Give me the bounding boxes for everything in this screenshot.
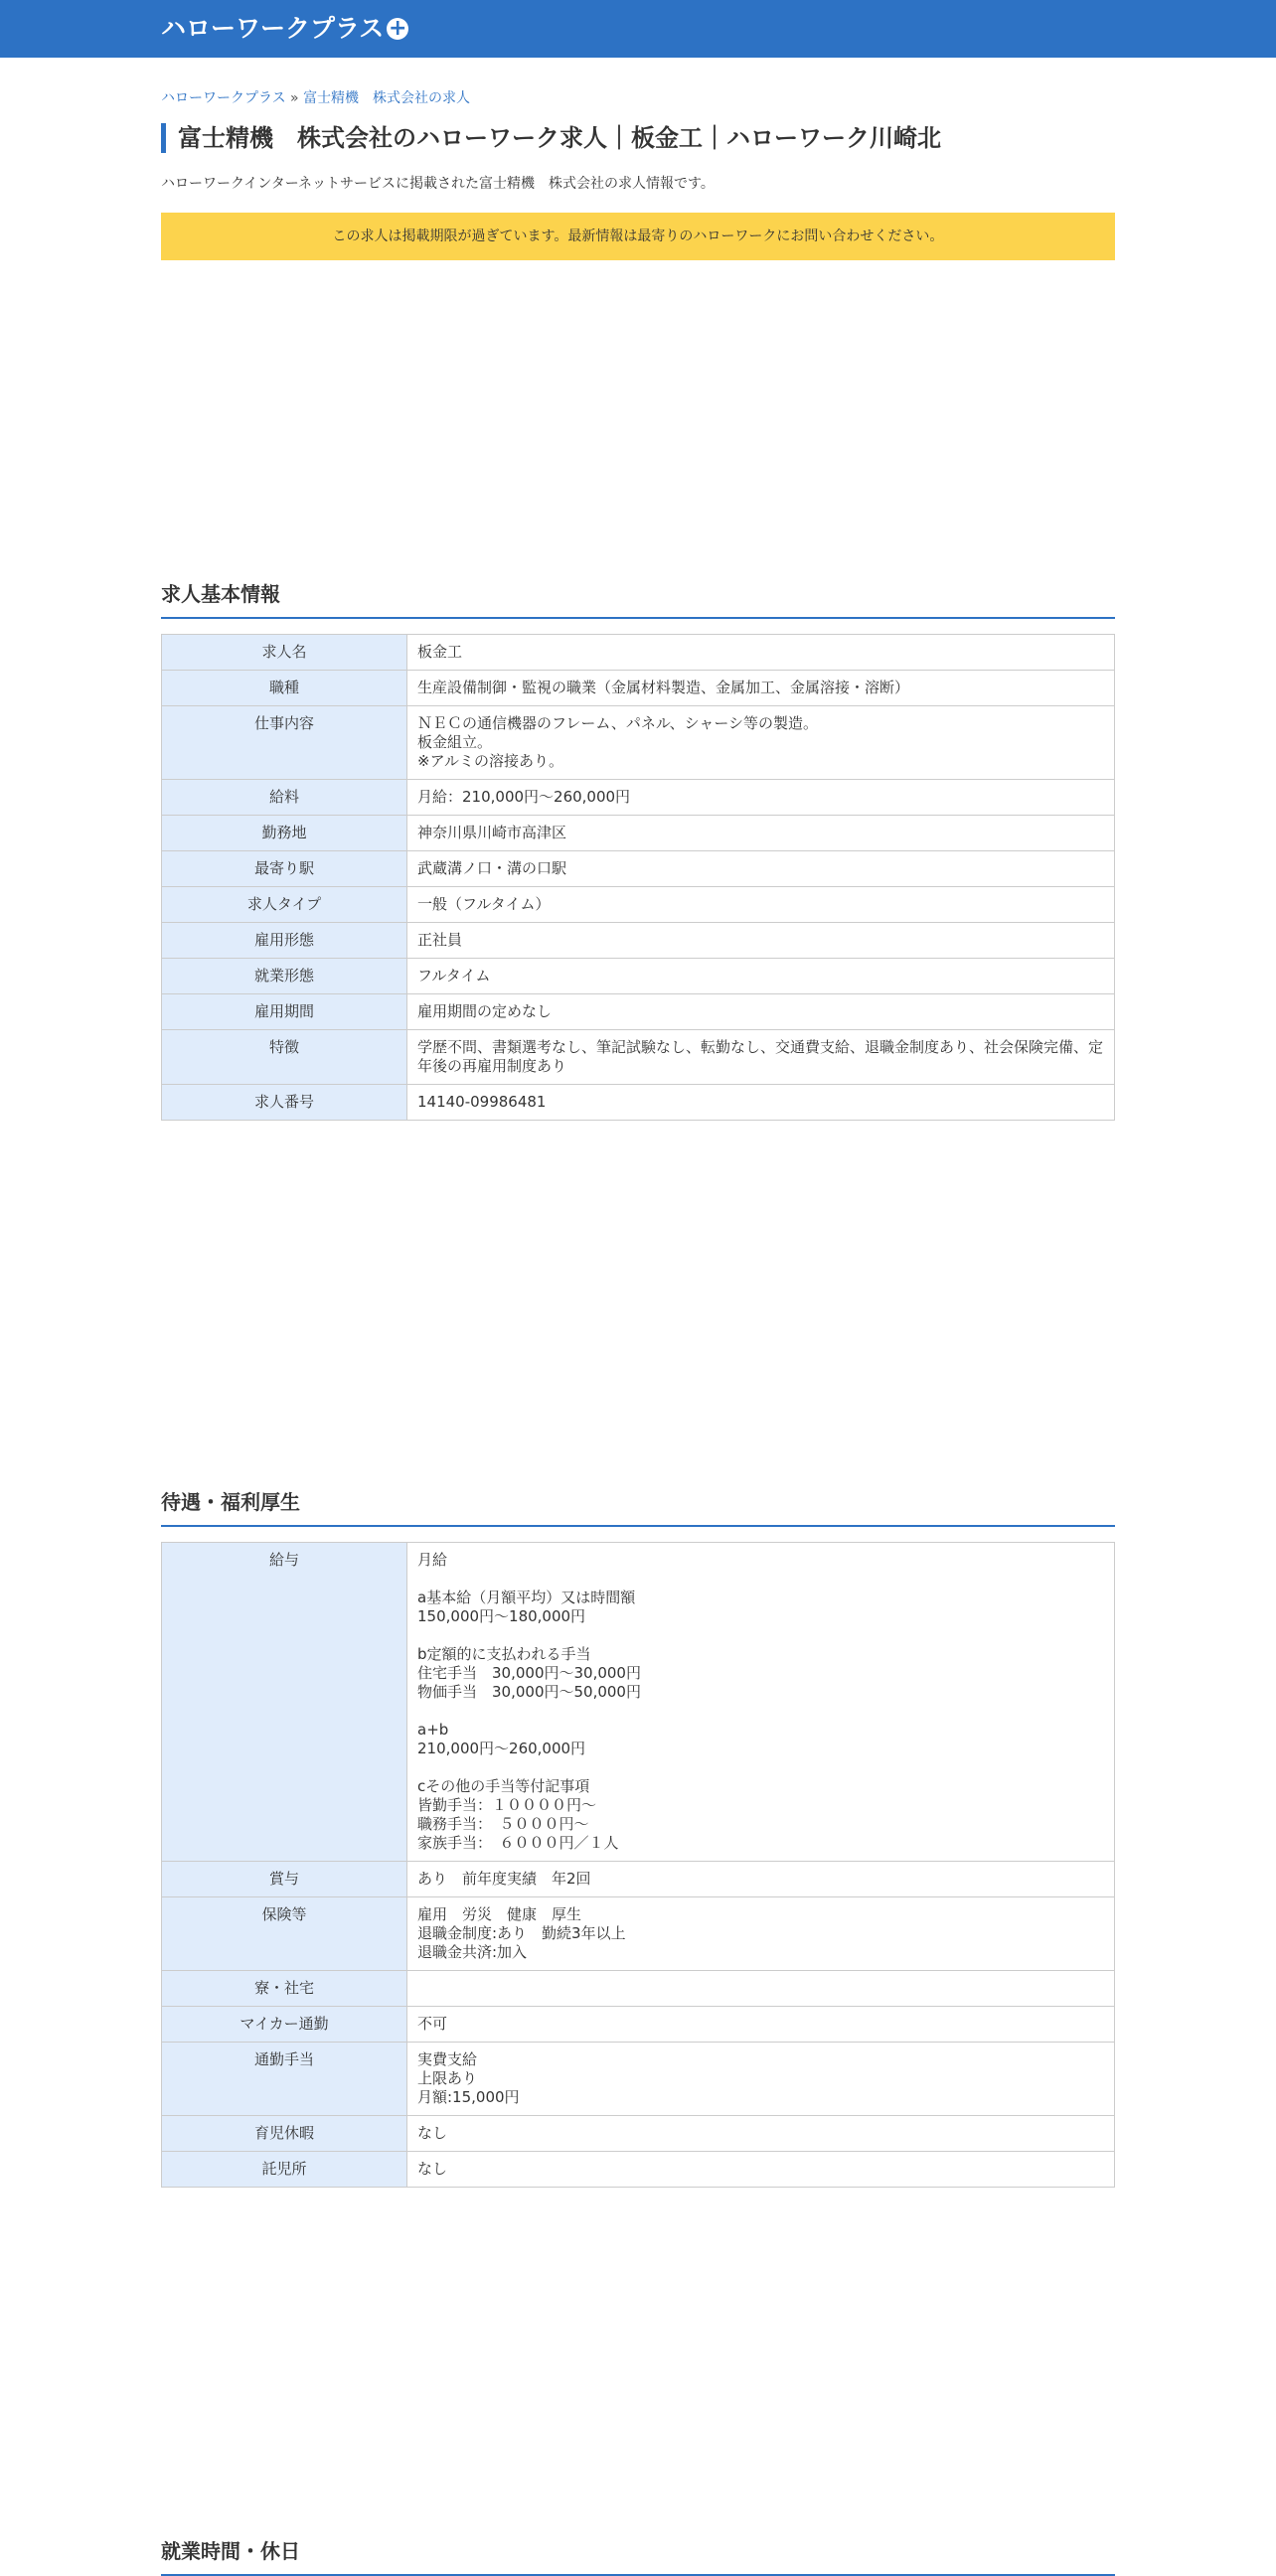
row-label: 給料 bbox=[162, 780, 407, 816]
table-row bbox=[162, 816, 1115, 851]
page-title: 富士精機 株式会社のハローワーク求人｜板金工｜ハローワーク川崎北 bbox=[161, 123, 941, 153]
section-title-basic: 求人基本情報 bbox=[161, 578, 1115, 619]
table-row bbox=[162, 1862, 1115, 1897]
row-label: 職種 bbox=[162, 671, 407, 706]
row-value: 月給：210,000円～260,000円 bbox=[407, 780, 1115, 816]
breadcrumb-home-link[interactable]: ハローワークプラス bbox=[161, 90, 286, 106]
row-value: 14140-09986481 bbox=[407, 1085, 1115, 1121]
row-value: 武蔵溝ノ口・溝の口駅 bbox=[407, 851, 1115, 887]
table-row bbox=[162, 2116, 1115, 2152]
table-row bbox=[162, 959, 1115, 994]
section-title-hours: 就業時間・休日 bbox=[161, 2535, 1115, 2576]
row-value: 雇用期間の定めなし bbox=[407, 994, 1115, 1030]
row-label: 求人名 bbox=[162, 635, 407, 671]
table-row bbox=[162, 994, 1115, 1030]
row-value: 正社員 bbox=[407, 923, 1115, 959]
row-label: マイカー通勤 bbox=[162, 2007, 407, 2043]
table-row bbox=[162, 887, 1115, 923]
table-row bbox=[162, 635, 1115, 671]
row-value: 生産設備制御・監視の職業（金属材料製造、金属加工、金属溶接・溶断） bbox=[407, 671, 1115, 706]
row-label: 勤務地 bbox=[162, 816, 407, 851]
row-value: 学歴不問、書類選考なし、筆記試験なし、転勤なし、交通費支給、退職金制度あり、社会保険完備、定年後の再雇用制度あり bbox=[407, 1030, 1115, 1085]
breadcrumb bbox=[161, 87, 470, 107]
table-row bbox=[162, 851, 1115, 887]
table-row bbox=[162, 780, 1115, 816]
row-label: 通勤手当 bbox=[162, 2043, 407, 2116]
site-logo[interactable] bbox=[161, 10, 408, 48]
table-row bbox=[162, 923, 1115, 959]
intro-text: ハローワークインターネットサービスに掲載された富士精機 株式会社の求人情報です。 bbox=[161, 176, 715, 192]
row-label: 求人番号 bbox=[162, 1085, 407, 1121]
row-label: 託児所 bbox=[162, 2152, 407, 2188]
row-value: 実費支給 上限あり 月額:15,000円 bbox=[407, 2043, 1115, 2116]
row-label: 育児休暇 bbox=[162, 2116, 407, 2152]
row-value: 板金工 bbox=[407, 635, 1115, 671]
row-label: 雇用形態 bbox=[162, 923, 407, 959]
row-value: 神奈川県川崎市高津区 bbox=[407, 816, 1115, 851]
row-label: 就業形態 bbox=[162, 959, 407, 994]
table-row bbox=[162, 671, 1115, 706]
breadcrumb-separator: » bbox=[285, 90, 304, 106]
row-label: 仕事内容 bbox=[162, 706, 407, 780]
row-value bbox=[407, 1971, 1115, 2007]
logo-text: ハローワークプラス bbox=[161, 14, 385, 43]
row-label: 最寄り駅 bbox=[162, 851, 407, 887]
table-row bbox=[162, 706, 1115, 780]
table-row bbox=[162, 2043, 1115, 2116]
row-label: 保険等 bbox=[162, 1897, 407, 1971]
row-value: 一般（フルタイム） bbox=[407, 887, 1115, 923]
table-row bbox=[162, 1030, 1115, 1085]
row-label: 給与 bbox=[162, 1543, 407, 1862]
row-value: なし bbox=[407, 2152, 1115, 2188]
expired-notice: この求人は掲載期限が過ぎています。最新情報は最寄りのハローワークにお問い合わせください。 bbox=[161, 213, 1115, 260]
row-label: 特徴 bbox=[162, 1030, 407, 1085]
table-row bbox=[162, 1085, 1115, 1121]
basic-info-table bbox=[161, 634, 1115, 1121]
row-value: フルタイム bbox=[407, 959, 1115, 994]
plus-circle-icon: + bbox=[389, 16, 407, 41]
row-value: 月給 a基本給（月額平均）又は時間額 150,000円～180,000円 b定額的に支払われる手当 住宅手当 30,000円～30,000円 物価手当 30,000円～50,000円 a+b 210,000円～260,000円 cその他の手当等付記事項 皆勤手当：１００００円～ 職務手当： ５０００円～ 家族手当： ６０００円／１人 bbox=[407, 1543, 1115, 1862]
section-title-welfare: 待遇・福利厚生 bbox=[161, 1486, 1115, 1527]
breadcrumb-company-link[interactable]: 富士精機 株式会社の求人 bbox=[303, 90, 471, 106]
table-row bbox=[162, 1971, 1115, 2007]
row-label: 賞与 bbox=[162, 1862, 407, 1897]
row-label: 寮・社宅 bbox=[162, 1971, 407, 2007]
table-row bbox=[162, 1543, 1115, 1862]
row-value: なし bbox=[407, 2116, 1115, 2152]
row-label: 雇用期間 bbox=[162, 994, 407, 1030]
table-row bbox=[162, 2152, 1115, 2188]
row-value: 不可 bbox=[407, 2007, 1115, 2043]
welfare-table bbox=[161, 1542, 1115, 2188]
row-value: あり 前年度実績 年2回 bbox=[407, 1862, 1115, 1897]
site-header bbox=[0, 0, 1276, 58]
table-row bbox=[162, 1897, 1115, 1971]
row-value: ＮＥＣの通信機器のフレーム、パネル、シャーシ等の製造。 板金組立。 ※アルミの溶接あり。 bbox=[407, 706, 1115, 780]
table-row bbox=[162, 2007, 1115, 2043]
row-value: 雇用 労災 健康 厚生 退職金制度:あり 勤続3年以上 退職金共済:加入 bbox=[407, 1897, 1115, 1971]
row-label: 求人タイプ bbox=[162, 887, 407, 923]
